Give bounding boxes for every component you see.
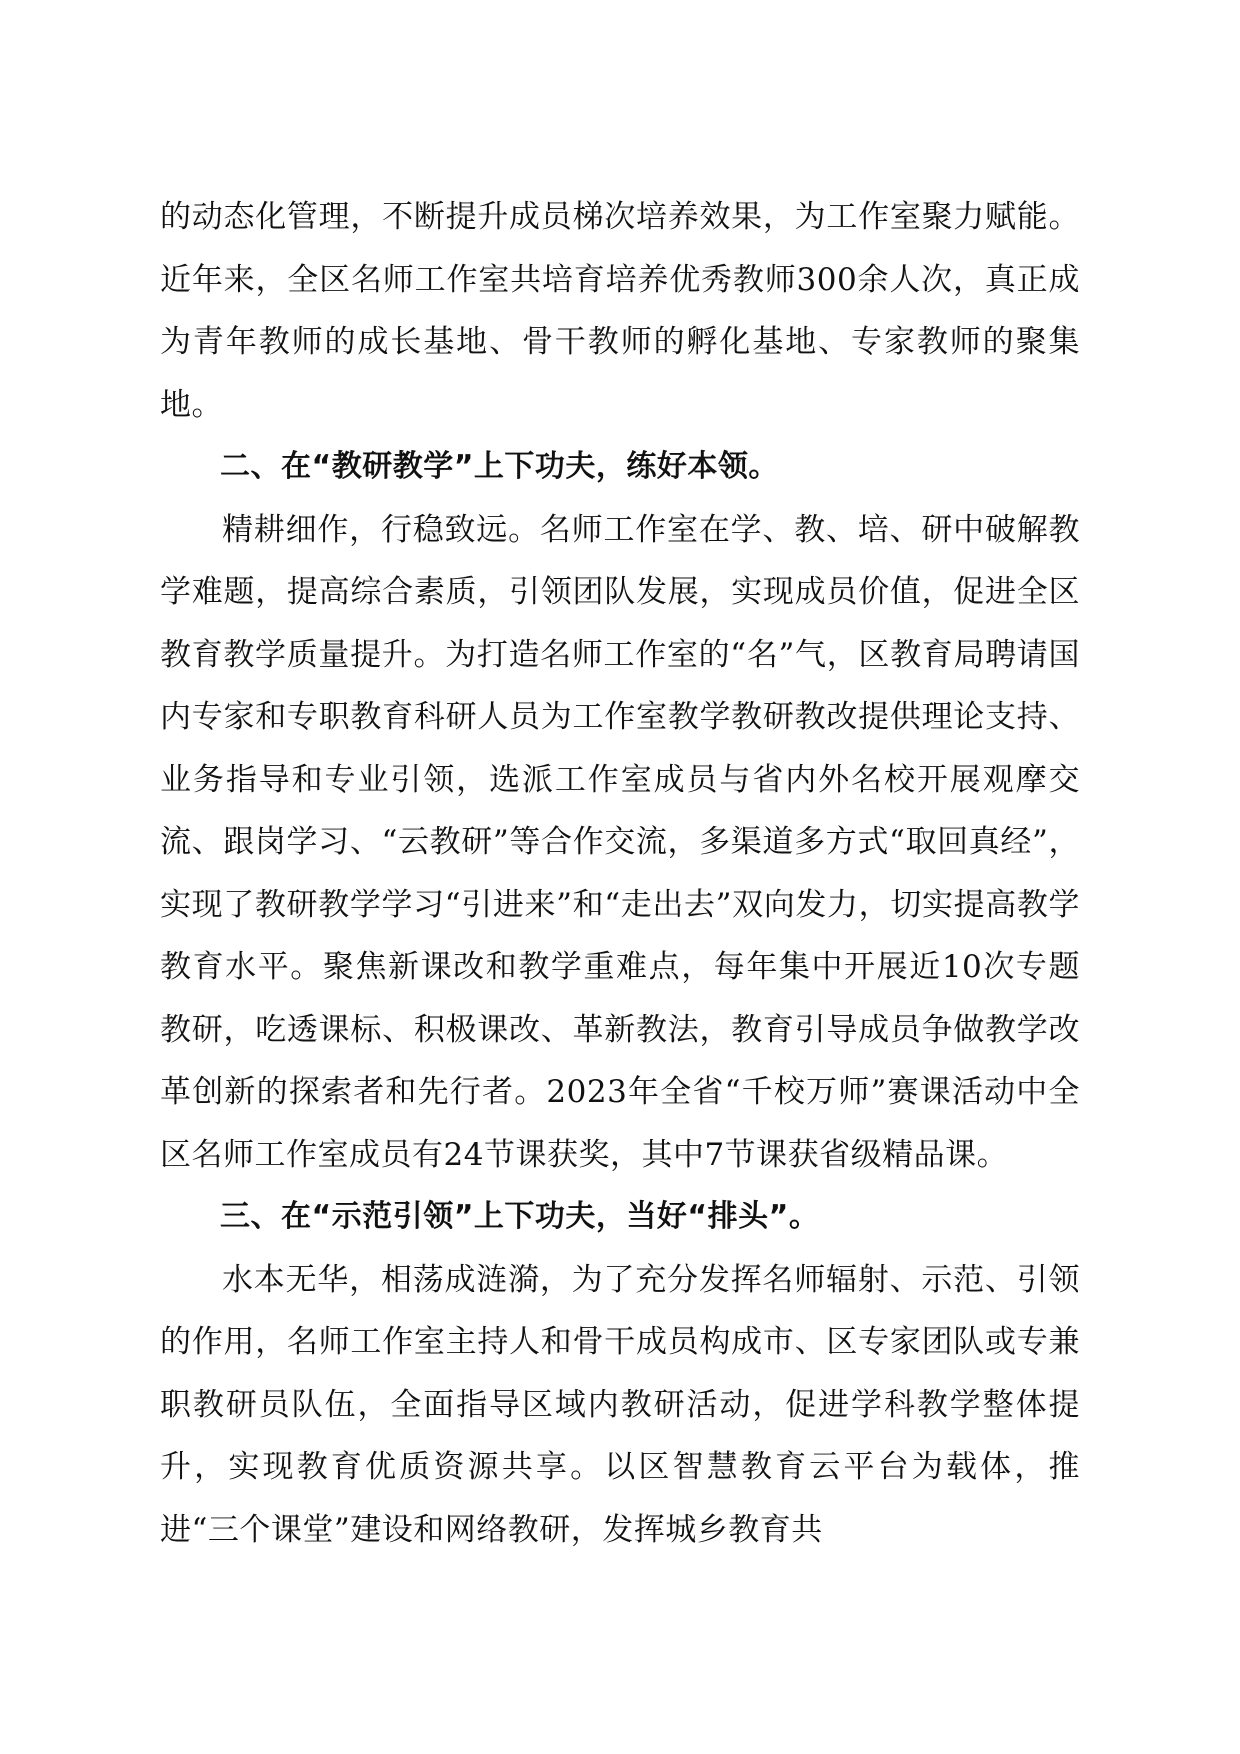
section-heading-2: 二、在“教研教学”上下功夫，练好本领。 (220, 449, 779, 484)
body-paragraph-2: 精耕细作，行稳致远。名师工作室在学、教、培、研中破解教学难题，提高综合素质，引领团队发展，实现成员价值，促进全区教育教学质量提升。为打造名师工作室的“名”气，区教育局聘请国内专家和专职教育科研人员为工作室教学教研教改提供理论支持、业务指导和专业引领，选派工作室成员与省内外名校开展观摩交流、跟岗学习、“云教研”等合作交流，多渠道多方式“取回真经”，实现了教研教学学习“引进来”和“走出去”双向发力，切实提高教学教育水平。聚焦新课改和教学重难点，每年集中开展近10次专题教研，吃透课标、积极课改、革新教法，教育引导成员争做教学改革创新的探索者和先行者。2023年全省“千校万师”赛课活动中全区名师工作室成员有24节课获奖，其中7节课获省级精品课。 (160, 511, 1080, 1173)
body-paragraph-3: 水本无华，相荡成涟漪，为了充分发挥名师辐射、示范、引领的作用，名师工作室主持人和骨干成员构成市、区专家团队或专兼职教研员队伍，全面指导区域内教研活动，促进学科教学整体提升，实现教育优质资源共享。以区智慧教育云平台为载体，推进“三个课堂”建设和网络教研，发挥城乡教育共 (160, 1261, 1080, 1548)
section-heading-3: 三、在“示范引领”上下功夫，当好“排头”。 (220, 1199, 820, 1234)
body-paragraph-1: 的动态化管理，不断提升成员梯次培养效果，为工作室聚力赋能。近年来，全区名师工作室共培育培养优秀教师300余人次，真正成为青年教师的成长基地、骨干教师的孵化基地、专家教师的聚集地。 (160, 199, 1080, 423)
document-page (160, 186, 1080, 1561)
